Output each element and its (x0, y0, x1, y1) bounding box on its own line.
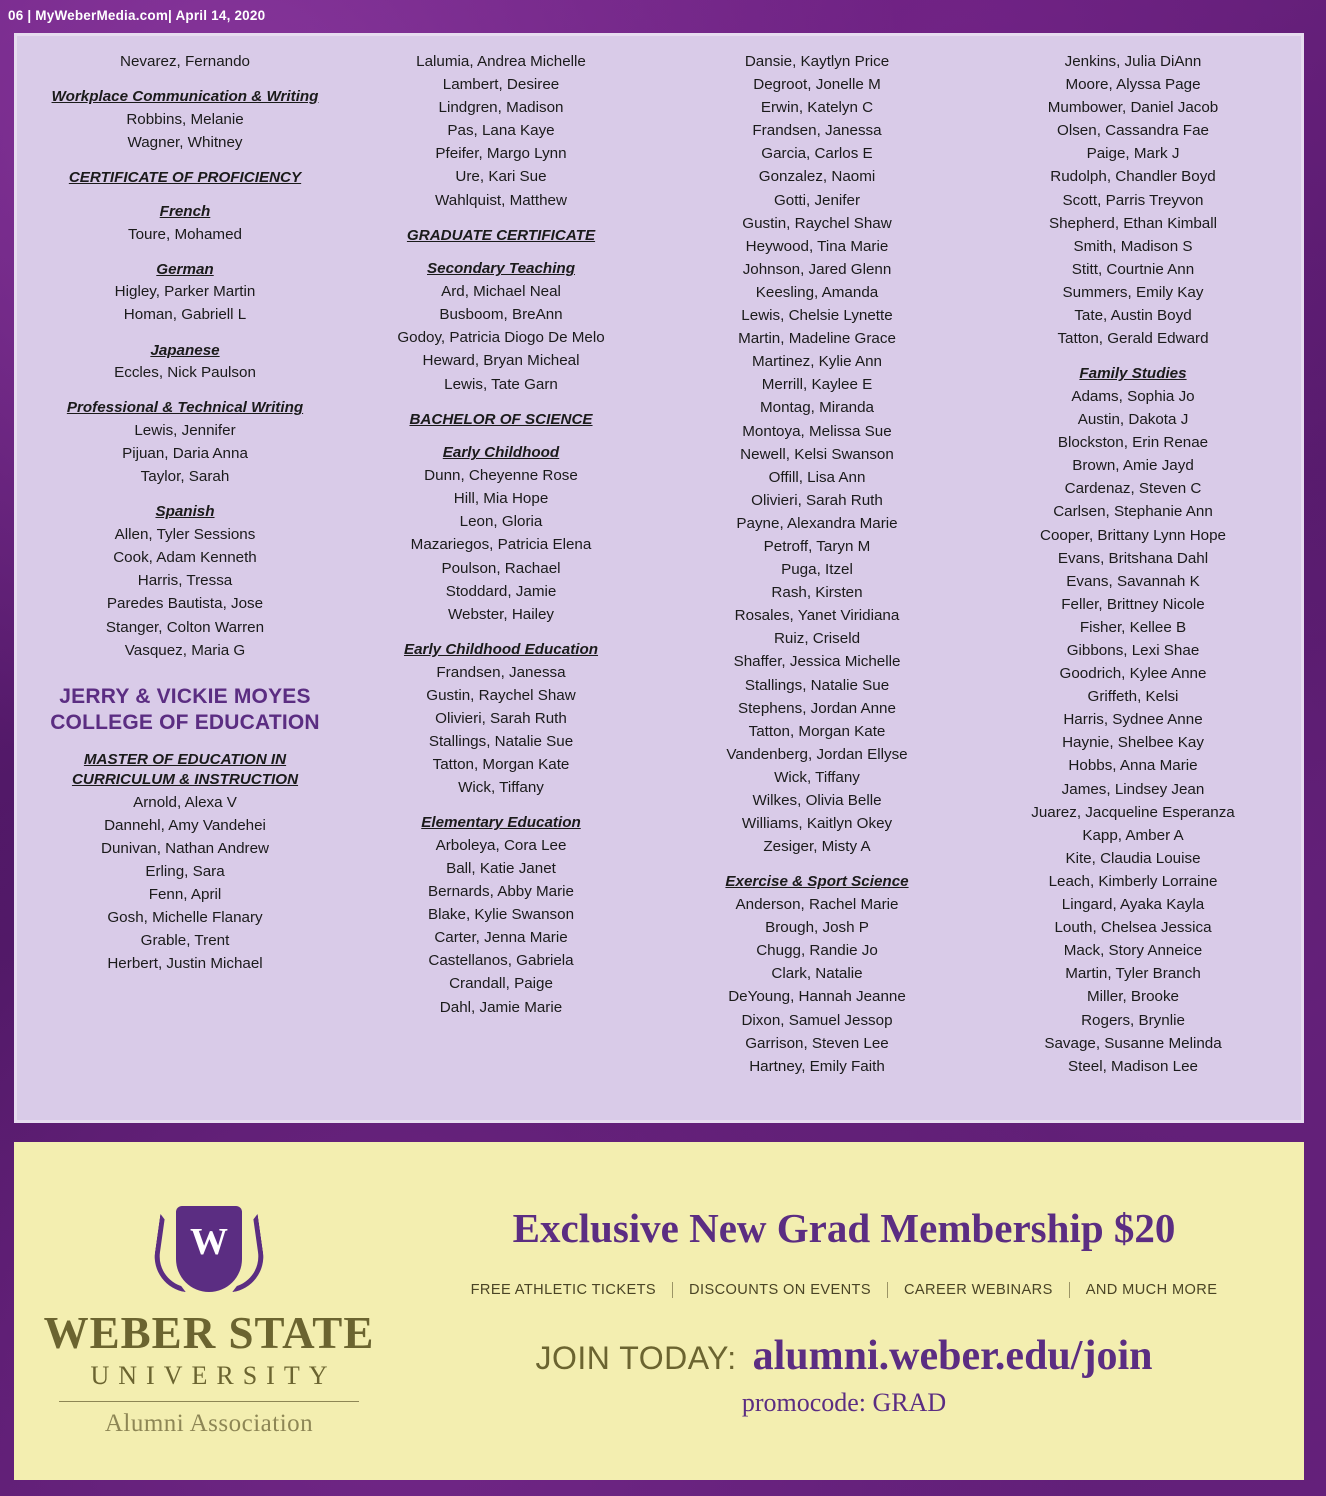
graduate-name: Eccles, Nick Paulson (114, 364, 256, 382)
name-column-3 (659, 50, 975, 1114)
perk-item: DISCOUNTS ON EVENTS (673, 1282, 888, 1298)
graduate-name: Fisher, Kellee B (1079, 618, 1187, 636)
brand-divider (59, 1401, 359, 1402)
graduate-name: Vandenberg, Jordan Ellyse (726, 745, 908, 763)
graduate-name: Lewis, Jennifer (134, 422, 236, 440)
graduate-name: Leach, Kimberly Lorraine (1048, 872, 1218, 890)
section-heading: Exercise & Sport Science (725, 873, 909, 891)
graduate-name: Gibbons, Lexi Shae (1066, 642, 1200, 659)
graduate-name: Williams, Kaitlyn Okey (741, 815, 893, 833)
graduate-name: Evans, Savannah K (1066, 572, 1200, 590)
name-column-2 (343, 50, 659, 1114)
graduate-name: Shaffer, Jessica Michelle (733, 653, 901, 671)
graduate-name: Martin, Tyler Branch (1065, 965, 1201, 983)
ad-join-row (536, 1332, 1153, 1380)
graduate-name: Petroff, Taryn M (763, 537, 871, 555)
graduate-name: Cook, Adam Kenneth (113, 549, 257, 567)
graduate-name: Stanger, Colton Warren (105, 618, 265, 636)
graduate-name: Montoya, Melissa Sue (742, 422, 892, 440)
graduate-name: Ruiz, Criseld (773, 630, 861, 648)
graduate-name: Poulson, Rachael (441, 559, 561, 577)
name-column-1 (27, 50, 343, 1114)
graduate-name: Herbert, Justin Michael (107, 955, 263, 973)
graduate-name: Wick, Tiffany (774, 768, 860, 786)
graduate-name: Stephens, Jordan Anne (738, 699, 896, 717)
graduate-name: Mazariegos, Patricia Elena (410, 536, 592, 554)
section-heading: Professional & Technical Writing (66, 399, 304, 417)
graduate-name: Mack, Story Anneice (1063, 942, 1203, 960)
graduate-name: Moore, Alyssa Page (1065, 76, 1201, 94)
section-heading: Workplace Communication & Writing (51, 88, 319, 106)
graduate-name: Scott, Parris Treyvon (1062, 191, 1204, 209)
graduate-name: Gustin, Raychel Shaw (426, 686, 576, 704)
weber-state-crest (149, 1194, 269, 1304)
graduate-name: Lalumia, Andrea Michelle (416, 53, 586, 70)
graduate-name: Taylor, Sarah (140, 468, 230, 486)
graduate-name: Allen, Tyler Sessions (114, 526, 256, 544)
ad-perks-list (455, 1282, 1234, 1298)
graduate-name: Olivieri, Sarah Ruth (751, 491, 883, 509)
graduate-name: Webster, Hailey (447, 605, 555, 623)
alumni-association-ad (14, 1142, 1304, 1480)
graduate-name: Hill, Mia Hope (453, 490, 549, 508)
graduate-name: Kite, Claudia Louise (1065, 849, 1201, 867)
graduate-name: Anderson, Rachel Marie (735, 896, 899, 914)
graduate-name: Pas, Lana Kaye (447, 122, 555, 140)
graduate-name: Vasquez, Maria G (124, 641, 246, 659)
graduate-name: Griffeth, Kelsi (1087, 688, 1179, 706)
graduate-name: Lambert, Desiree (442, 76, 560, 94)
section-heading: French (159, 202, 211, 220)
graduate-name: Chugg, Randie Jo (756, 942, 878, 960)
columns-container (27, 50, 1291, 1114)
graduate-name: Toure, Mohamed (128, 225, 242, 243)
perk-item: FREE ATHLETIC TICKETS (455, 1282, 673, 1298)
graduate-name: Stallings, Natalie Sue (744, 676, 890, 694)
graduate-name: Tatton, Morgan Kate (748, 722, 886, 740)
graduate-name: Crandall, Paige (449, 975, 553, 993)
graduate-name: Gustin, Raychel Shaw (742, 214, 892, 232)
graduate-name: Erling, Sara (145, 863, 225, 881)
graduate-name: Garrison, Steven Lee (745, 1034, 889, 1052)
graduate-name: Gotti, Jenifer (773, 191, 861, 209)
brand-university: UNIVERSITY (90, 1361, 337, 1391)
graduate-name: James, Lindsey Jean (1061, 780, 1205, 798)
graduate-name: Wilkes, Olivia Belle (752, 792, 882, 809)
graduate-list-panel (14, 33, 1304, 1123)
graduate-name: Arboleya, Cora Lee (435, 836, 567, 854)
graduate-name: Martin, Madeline Grace (738, 330, 896, 348)
graduate-name: Frandsen, Janessa (436, 663, 566, 681)
graduate-name: Brough, Josh P (765, 919, 869, 937)
graduate-name: Stallings, Natalie Sue (428, 732, 574, 750)
college-heading: JERRY & VICKIE MOYES COLLEGE OF EDUCATION (50, 684, 320, 734)
graduate-name: Olsen, Cassandra Fae (1057, 122, 1209, 140)
graduate-name: Blake, Kylie Swanson (427, 906, 575, 924)
graduate-name: Wagner, Whitney (127, 133, 243, 151)
graduate-name: Ard, Michael Neal (441, 283, 561, 301)
graduate-name: Keesling, Amanda (755, 283, 879, 301)
graduate-name: DeYoung, Hannah Jeanne (728, 988, 906, 1006)
section-heading: Family Studies (1079, 365, 1187, 383)
section-heading: Secondary Teaching (427, 260, 575, 278)
graduate-name: Fenn, April (148, 886, 222, 904)
graduate-name: Lindgren, Madison (438, 99, 564, 117)
graduate-name: Rogers, Brynlie (1081, 1011, 1185, 1029)
graduate-name: Hartney, Emily Faith (749, 1057, 885, 1075)
graduate-name: Newell, Kelsi Swanson (740, 445, 894, 463)
perk-item: CAREER WEBINARS (888, 1282, 1070, 1298)
graduate-name: Dunivan, Nathan Andrew (100, 839, 269, 857)
section-heading: BACHELOR OF SCIENCE (409, 410, 593, 428)
graduate-name: Nevarez, Fernando (119, 53, 250, 70)
graduate-name: Degroot, Jonelle M (753, 76, 881, 94)
graduate-name: Smith, Madison S (1073, 237, 1193, 255)
section-heading: MASTER OF EDUCATION IN CURRICULUM & INSTRUCTION (71, 751, 299, 788)
graduate-name: Hobbs, Anna Marie (1068, 757, 1198, 775)
join-url[interactable]: alumni.weber.edu/join (752, 1333, 1153, 1380)
graduate-name: Arnold, Alexa V (133, 793, 237, 811)
graduate-name: Erwin, Katelyn C (760, 99, 874, 117)
ad-copy-block (404, 1142, 1304, 1480)
graduate-name: Heward, Bryan Micheal (422, 352, 580, 370)
section-heading: Spanish (155, 503, 215, 521)
graduate-name: Grable, Trent (140, 932, 230, 950)
graduate-name: Homan, Gabriell L (123, 306, 247, 324)
graduate-name: Wahlquist, Matthew (435, 191, 567, 209)
graduate-name: Juarez, Jacqueline Esperanza (1031, 803, 1235, 821)
graduate-name: Wick, Tiffany (458, 779, 544, 796)
graduate-name: Rash, Kirsten (771, 584, 863, 602)
graduate-name: Dixon, Samuel Jessop (741, 1011, 893, 1029)
graduate-name: Garcia, Carlos E (761, 145, 873, 163)
graduate-name: Tatton, Gerald Edward (1057, 330, 1209, 348)
page-header-bar (0, 0, 1326, 30)
graduate-name: Zesiger, Misty A (763, 838, 871, 856)
graduate-name: Mumbower, Daniel Jacob (1047, 99, 1219, 117)
graduate-name: Rosales, Yanet Viridiana (734, 607, 900, 625)
graduate-name: Carlsen, Stephanie Ann (1053, 503, 1213, 521)
graduate-name: Paredes Bautista, Jose (106, 595, 264, 613)
brand-alumni: Alumni Association (104, 1410, 314, 1438)
graduate-name: Carter, Jenna Marie (434, 929, 568, 947)
section-heading: GRADUATE CERTIFICATE (406, 226, 596, 244)
graduate-name: Brown, Amie Jayd (1072, 457, 1194, 475)
graduate-name: Offill, Lisa Ann (768, 468, 866, 486)
graduate-name: Merrill, Kaylee E (761, 376, 873, 394)
graduate-name: Lingard, Ayaka Kayla (1061, 896, 1205, 914)
graduate-name: Louth, Chelsea Jessica (1054, 919, 1212, 937)
crest-letter: W (176, 1206, 242, 1292)
join-label: JOIN TODAY: (535, 1340, 737, 1377)
graduate-name: Cooper, Brittany Lynn Hope (1039, 526, 1227, 544)
graduate-name: Rudolph, Chandler Boyd (1050, 168, 1216, 186)
graduate-name: Pijuan, Daria Anna (122, 445, 248, 463)
promocode: promocode: GRAD (741, 1388, 947, 1418)
graduate-name: Pfeifer, Margo Lynn (435, 145, 567, 163)
graduate-name: Frandsen, Janessa (752, 122, 882, 140)
section-heading: Japanese (150, 341, 220, 359)
graduate-name: Higley, Parker Martin (114, 283, 256, 301)
graduate-name: Castellanos, Gabriela (428, 952, 574, 970)
graduate-name: Gonzalez, Naomi (758, 168, 876, 186)
graduate-name: Stoddard, Jamie (445, 582, 557, 600)
graduate-name: Payne, Alexandra Marie (736, 514, 898, 532)
name-column-4 (975, 50, 1291, 1114)
graduate-name: Haynie, Shelbee Kay (1062, 734, 1204, 752)
graduate-name: Dansie, Kaytlyn Price (744, 53, 890, 70)
graduate-name: Gosh, Michelle Flanary (107, 909, 263, 927)
graduate-name: Harris, Tressa (137, 572, 233, 590)
graduate-name: Summers, Emily Kay (1062, 283, 1204, 301)
graduate-name: Dunn, Cheyenne Rose (424, 467, 578, 485)
graduate-name: Clark, Natalie (771, 965, 863, 983)
section-heading: Elementary Education (421, 814, 581, 832)
graduate-name: Johnson, Jared Glenn (742, 260, 892, 278)
graduate-name: Heywood, Tina Marie (745, 237, 889, 255)
graduate-name: Godoy, Patricia Diogo De Melo (397, 329, 605, 347)
graduate-name: Martinez, Kylie Ann (752, 353, 882, 371)
ad-headline: Exclusive New Grad Membership $20 (512, 1204, 1176, 1251)
graduate-name: Cardenaz, Steven C (1064, 480, 1202, 498)
graduate-name: Tate, Austin Boyd (1074, 307, 1192, 325)
section-heading: Early Childhood Education (403, 640, 599, 658)
graduate-name: Dannehl, Amy Vandehei (104, 816, 266, 834)
graduate-name: Steel, Madison Lee (1067, 1057, 1199, 1075)
graduate-name: Lewis, Chelsie Lynette (741, 307, 893, 325)
ad-logo-block (14, 1142, 404, 1480)
graduate-name: Tatton, Morgan Kate (432, 755, 570, 773)
graduate-name: Robbins, Melanie (126, 110, 244, 128)
graduate-name: Savage, Susanne Melinda (1044, 1034, 1222, 1052)
graduate-name: Leon, Gloria (459, 513, 543, 531)
graduate-name: Dahl, Jamie Marie (439, 998, 563, 1016)
graduate-name: Paige, Mark J (1086, 145, 1180, 163)
graduate-name: Kapp, Amber A (1082, 826, 1184, 844)
graduate-name: Montag, Miranda (760, 399, 874, 417)
graduate-name: Lewis, Tate Garn (444, 375, 558, 393)
graduate-name: Bernards, Abby Marie (427, 883, 575, 901)
graduate-name: Miller, Brooke (1087, 988, 1179, 1006)
graduate-name: Austin, Dakota J (1077, 411, 1189, 429)
graduate-name: Adams, Sophia Jo (1071, 387, 1195, 405)
section-heading: Early Childhood (442, 444, 560, 462)
graduate-name: Ure, Kari Sue (455, 168, 547, 186)
graduate-name: Puga, Itzel (781, 561, 853, 579)
graduate-name: Busboom, BreAnn (439, 306, 563, 324)
graduate-name: Blockston, Erin Renae (1057, 434, 1209, 452)
section-heading: CERTIFICATE OF PROFICIENCY (68, 169, 302, 187)
graduate-name: Jenkins, Julia DiAnn (1064, 53, 1202, 70)
section-heading: German (156, 260, 214, 278)
graduate-name: Shepherd, Ethan Kimball (1048, 214, 1217, 232)
graduate-name: Evans, Britshana Dahl (1057, 549, 1209, 567)
graduate-name: Olivieri, Sarah Ruth (435, 709, 567, 727)
graduate-name: Stitt, Courtnie Ann (1071, 260, 1195, 278)
graduate-name: Ball, Katie Janet (446, 859, 556, 877)
graduate-name: Harris, Sydnee Anne (1063, 711, 1203, 729)
brand-name: WEBER STATE (43, 1307, 375, 1358)
perk-item: AND MUCH MORE (1085, 1281, 1218, 1298)
graduate-name: Goodrich, Kylee Anne (1059, 665, 1207, 683)
graduate-name: Feller, Brittney Nicole (1061, 595, 1205, 613)
page-header-text: 06 | MyWeberMedia.com| April 14, 2020 (8, 7, 266, 23)
